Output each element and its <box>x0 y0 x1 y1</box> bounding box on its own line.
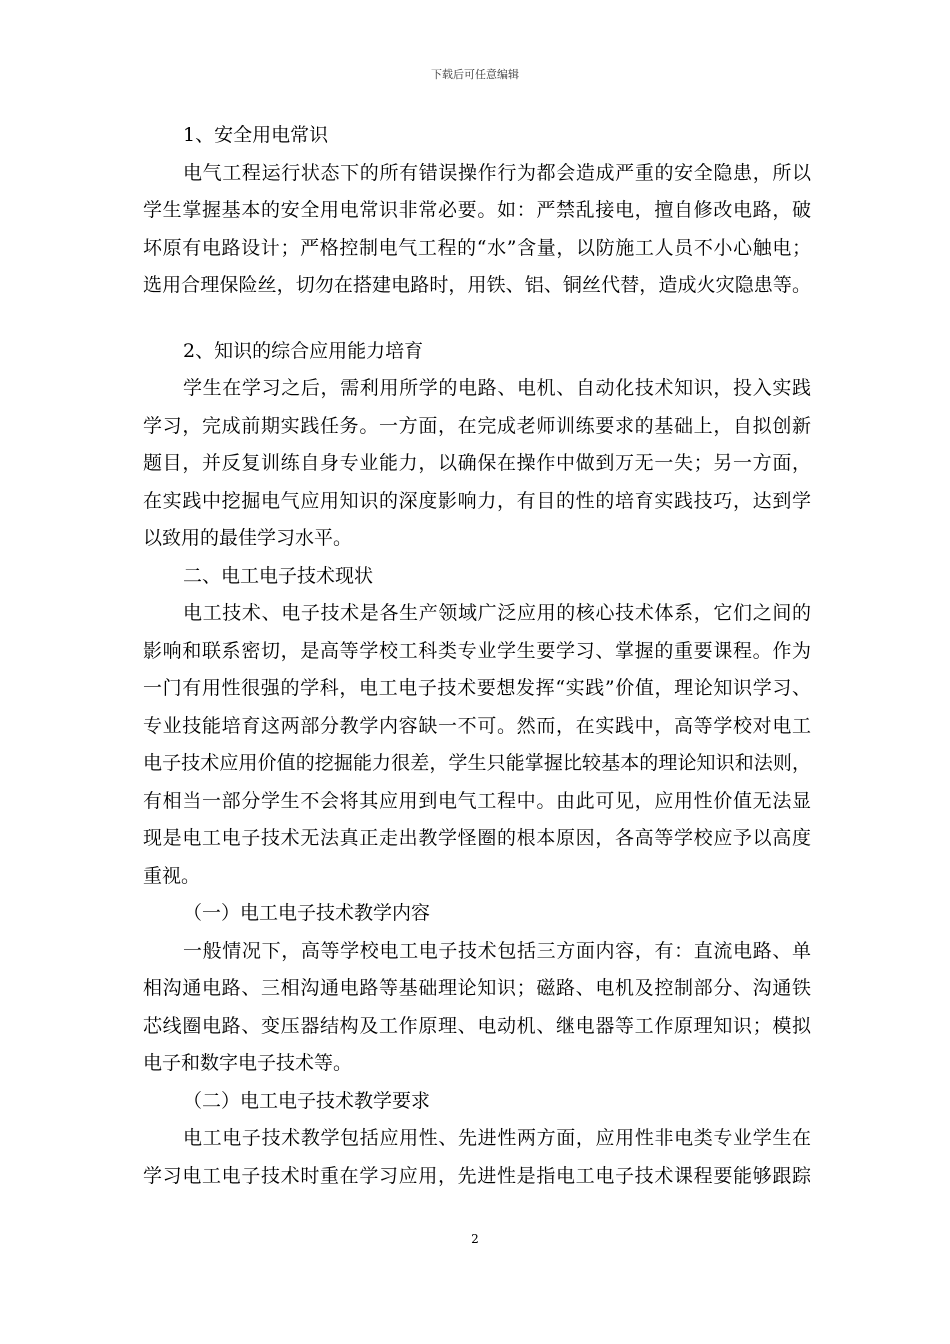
page-number: 2 <box>471 1232 479 1246</box>
paragraph-line: 在实践中挖掘电气应用知识的深度影响力，有目的性的培育实践技巧，达到学 <box>143 489 811 512</box>
paragraph-line: 学习，完成前期实践任务。一方面，在完成老师训练要求的基础上，自拟创新 <box>143 414 811 437</box>
paragraph-line: 以致用的最佳学习水平。 <box>143 527 353 549</box>
section-gap <box>143 305 811 333</box>
paragraph-line: 相沟通电路、三相沟通电路等基础理论知识；磁路、电机及控制部分、沟通铁 <box>143 977 811 999</box>
paragraph-line: 题目，并反复训练自身专业能力，以确保在操作中做到万无一失；另一方面， <box>143 452 811 474</box>
paragraph-line: 学生掌握基本的安全用电常识非常必要。如：严禁乱接电，擅自修改电路，破 <box>143 199 811 221</box>
paragraph-line: 专业技能培育这两部分教学内容缺一不可。然而，在实践中，高等学校对电工 <box>143 714 811 737</box>
document-body <box>143 117 811 1195</box>
paragraph-line: 电子和数字电子技术等。 <box>143 1052 353 1074</box>
paragraph-line: 坏原有电路设计；严格控制电气工程的“水”含量，以防施工人员不小心触电； <box>143 236 811 259</box>
paragraph-line: 影响和联系密切，是高等学校工科类专业学生要学习、掌握的重要课程。作为 <box>143 639 811 662</box>
section-heading: 二、电工电子技术现状 <box>183 564 374 587</box>
paragraph-line: 芯线圈电路、变压器结构及工作原理、电动机、继电器等工作原理知识；模拟 <box>143 1014 811 1037</box>
paragraph-line: 有相当一部分学生不会将其应用到电气工程中。由此可见，应用性价值无法显 <box>143 789 811 812</box>
paragraph-line: 一般情况下，高等学校电工电子技术包括三方面内容，有：直流电路、单 <box>183 939 811 962</box>
paragraph-line: 电气工程运行状态下的所有错误操作行为都会造成严重的安全隐患，所以 <box>183 161 811 184</box>
paragraph-line: 学习电工电子技术时重在学习应用，先进性是指电工电子技术课程要能够跟踪 <box>143 1164 811 1187</box>
paragraph-line: 电子技术应用价值的挖掘能力很差，学生只能掌握比较基本的理论知识和法则， <box>143 752 811 774</box>
paragraph-line: 电工技术、电子技术是各生产领域广泛应用的核心技术体系，它们之间的 <box>183 602 811 624</box>
page-header: 下载后可任意编辑 <box>431 68 519 81</box>
paragraph-line: 现是电工电子技术无法真正走出教学怪圈的根本原因，各高等学校应予以高度 <box>143 827 811 849</box>
paragraph-line: 一门有用性很强的学科，电工电子技术要想发挥“实践”价值，理论知识学习、 <box>143 677 811 699</box>
section-heading: 2、知识的综合应用能力培育 <box>183 339 424 362</box>
section-heading: （一）电工电子技术教学内容 <box>183 902 431 924</box>
paragraph-line: 选用合理保险丝，切勿在搭建电路时，用铁、铝、铜丝代替，造成火灾隐患等。 <box>143 274 811 296</box>
paragraph-line: 重视。 <box>143 864 201 887</box>
section-heading: 1、安全用电常识 <box>183 124 329 146</box>
paragraph-line: 电工电子技术教学包括应用性、先进性两方面，应用性非电类专业学生在 <box>183 1127 811 1149</box>
paragraph-line: 学生在学习之后，需利用所学的电路、电机、自动化技术知识，投入实践 <box>183 377 811 399</box>
section-heading: （二）电工电子技术教学要求 <box>183 1089 431 1112</box>
